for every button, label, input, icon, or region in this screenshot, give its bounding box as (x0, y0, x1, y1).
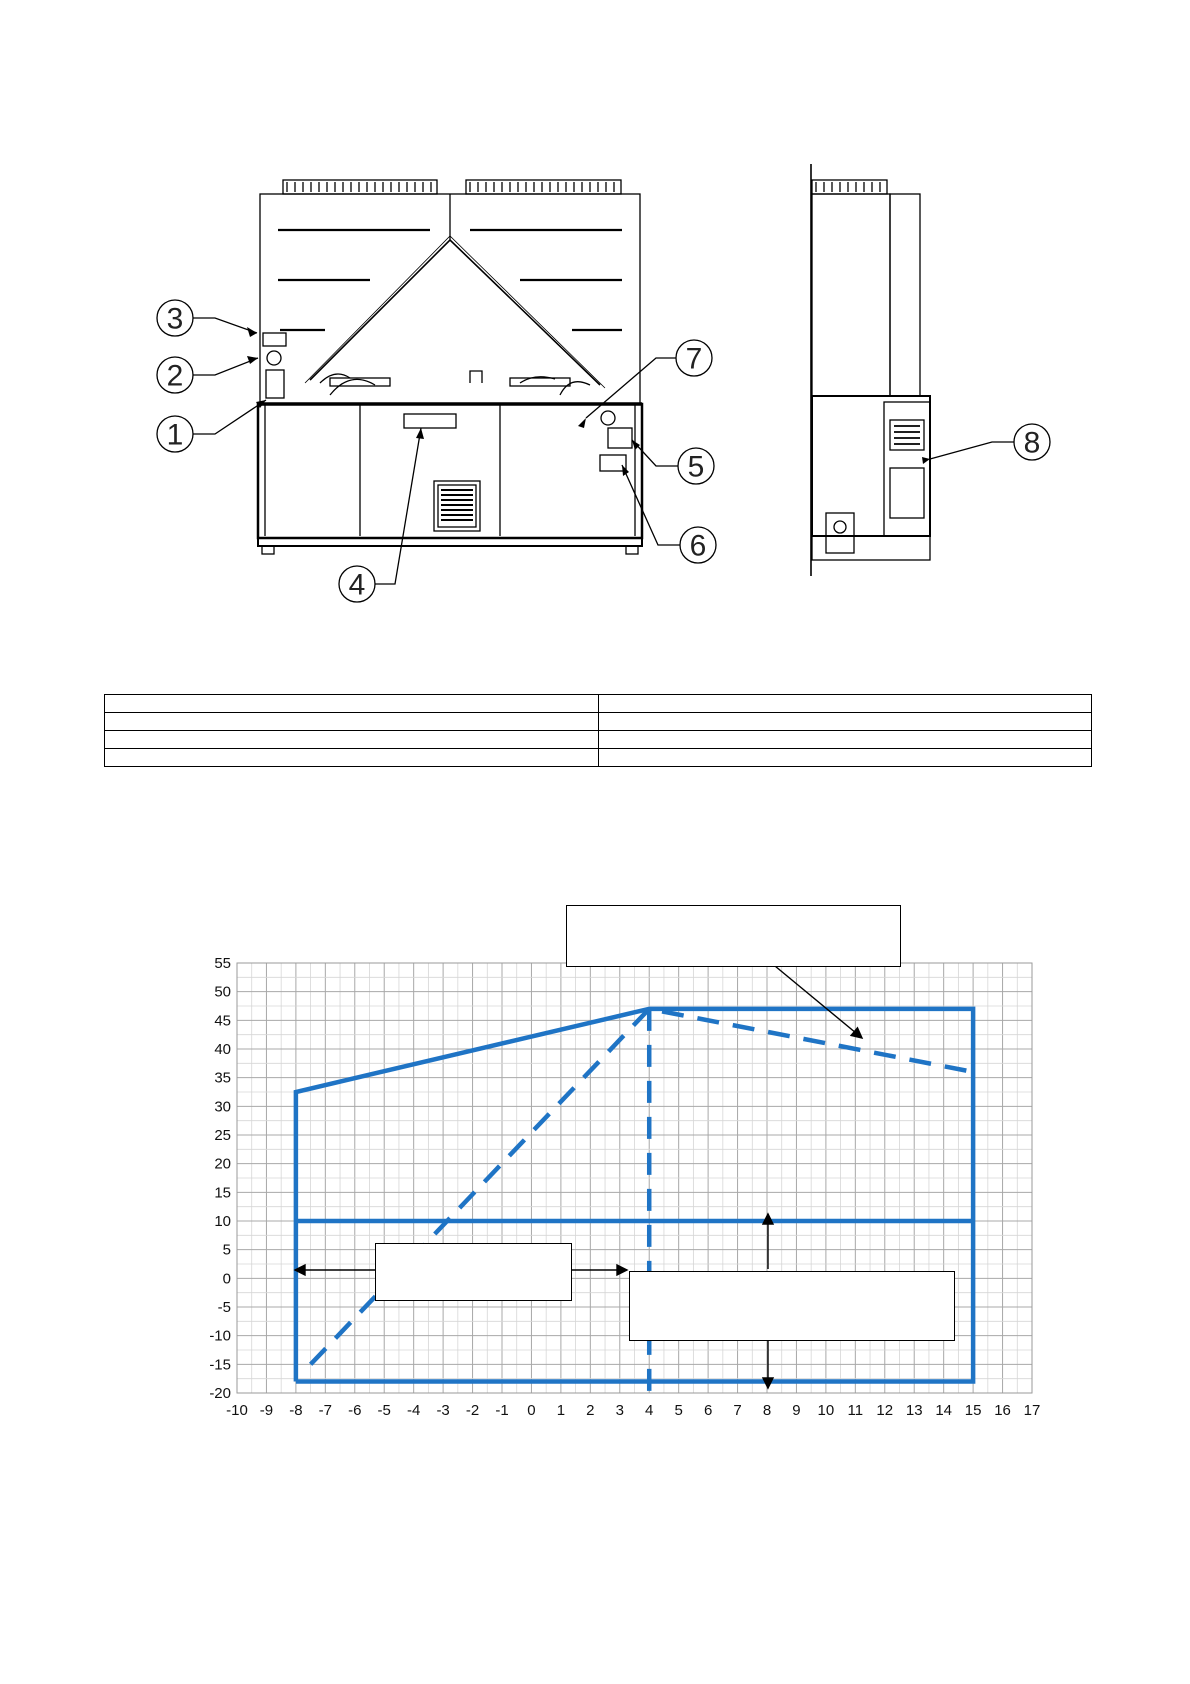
x-tick-label: 13 (905, 1402, 923, 1419)
y-tick-label: 20 (214, 1155, 231, 1173)
x-tick-label: 3 (615, 1402, 624, 1419)
y-tick-label: 35 (214, 1069, 231, 1087)
x-tick-label: -5 (377, 1402, 391, 1419)
x-tick-label: 1 (556, 1402, 566, 1419)
y-tick-label: 15 (214, 1184, 231, 1202)
callout-6-label: 6 (689, 529, 707, 563)
callout-2-label: 2 (166, 359, 184, 393)
x-tick-label: 10 (817, 1402, 835, 1419)
x-tick-label: 15 (964, 1402, 982, 1419)
y-tick-label: 45 (214, 1012, 231, 1030)
y-tick-label: 25 (214, 1127, 231, 1144)
y-tick-label: -20 (209, 1385, 231, 1402)
annotation-box-left (375, 1243, 572, 1301)
y-tick-label: 50 (214, 983, 231, 1001)
y-tick-label: 5 (222, 1241, 231, 1259)
x-tick-label: 14 (935, 1402, 953, 1419)
x-tick-label: 12 (876, 1402, 894, 1419)
y-tick-label: 0 (222, 1270, 231, 1288)
callout-5-label: 5 (687, 450, 705, 484)
y-tick-label: -15 (209, 1356, 231, 1374)
y-tick-label: -5 (217, 1299, 231, 1316)
callout-7-label: 7 (685, 342, 703, 376)
arrow-left-note-b-head (617, 1265, 627, 1275)
annotation-box-right (629, 1271, 955, 1341)
annotation-box-top (566, 905, 901, 967)
callout-4-label: 4 (348, 568, 366, 602)
callout-8-label: 8 (1023, 426, 1041, 460)
x-tick-label: -2 (465, 1402, 480, 1419)
x-tick-label: 2 (586, 1402, 595, 1419)
arrow-top-note-head (851, 1028, 862, 1038)
callout-3-label: 3 (166, 302, 184, 336)
arrow-top-note (775, 966, 862, 1038)
y-tick-label: -10 (209, 1327, 231, 1345)
callout-1-label: 1 (166, 418, 184, 452)
x-tick-label: 5 (674, 1402, 683, 1419)
y-tick-label: 55 (214, 955, 231, 972)
x-tick-label: 16 (994, 1402, 1011, 1419)
x-tick-label: 8 (762, 1402, 772, 1419)
x-tick-label: 11 (847, 1402, 864, 1419)
y-tick-label: 40 (214, 1041, 231, 1058)
x-tick-label: -1 (495, 1402, 509, 1419)
x-tick-label: 7 (733, 1402, 742, 1419)
x-tick-label: 9 (792, 1402, 801, 1419)
x-tick-label: 0 (527, 1402, 536, 1419)
x-tick-label: -4 (406, 1402, 421, 1419)
x-tick-label: -10 (226, 1402, 248, 1419)
x-tick-label: -6 (348, 1402, 362, 1419)
y-tick-label: 30 (214, 1098, 231, 1116)
x-tick-label: 6 (703, 1402, 713, 1419)
x-tick-label: -8 (289, 1402, 303, 1419)
x-tick-label: -3 (436, 1402, 450, 1419)
x-tick-label: -9 (259, 1402, 274, 1419)
x-tick-label: 4 (645, 1402, 654, 1419)
x-tick-label: -7 (318, 1402, 333, 1419)
x-tick-label: 17 (1023, 1402, 1041, 1419)
y-tick-label: 10 (214, 1213, 231, 1230)
